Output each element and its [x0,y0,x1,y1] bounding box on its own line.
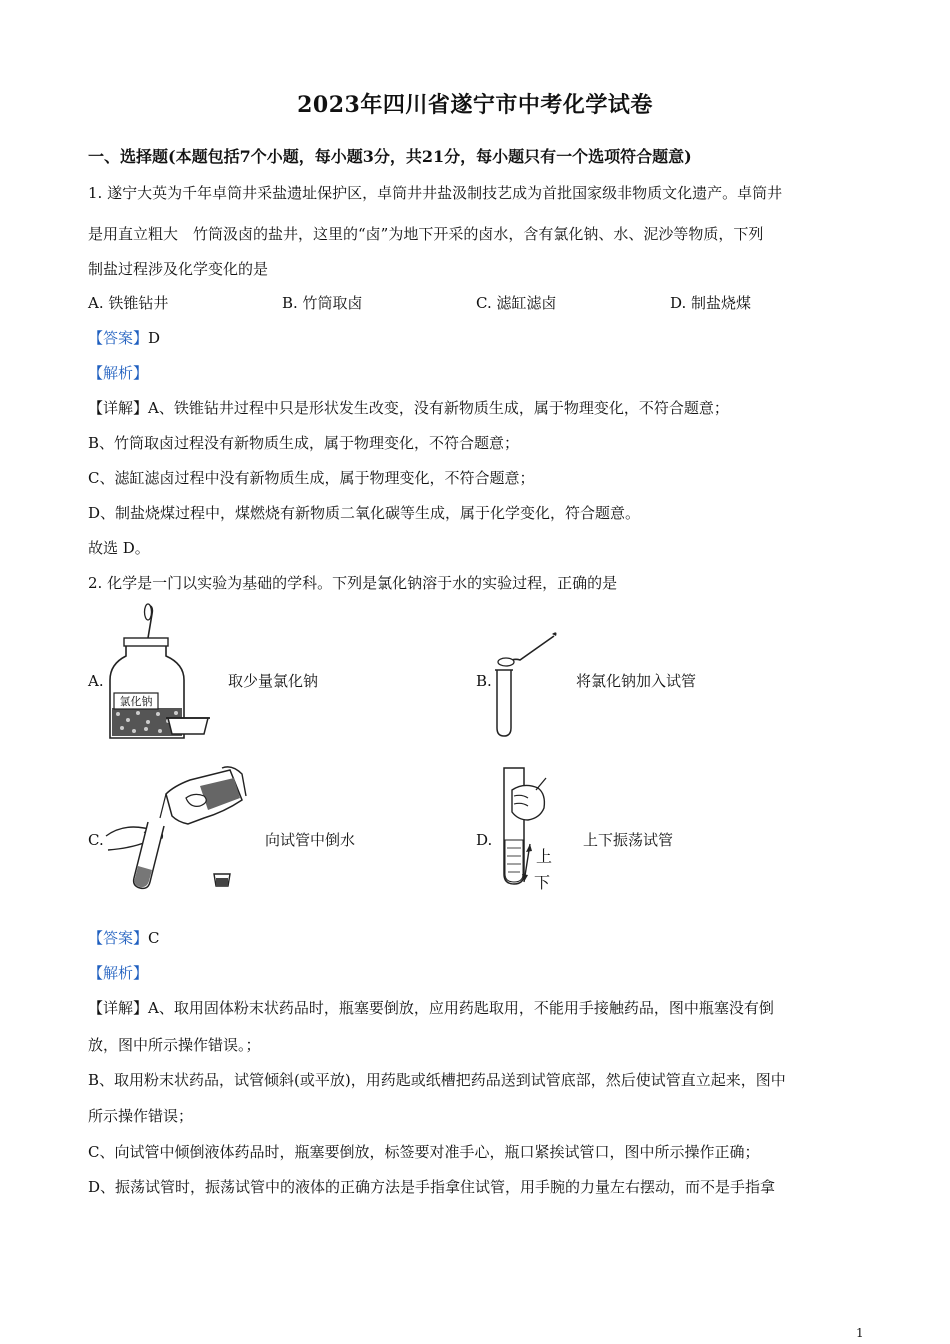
answer-label: 【答案】 [88,929,149,947]
shaking-test-tube-illustration [494,764,566,894]
detail-label: 【详解】 [88,399,149,417]
answer-value: D [148,329,161,347]
q2-detail-2b: 所示操作错误； [88,1107,194,1125]
q1-option-c: C. 滤缸滤卤 [476,294,557,312]
q2-detail-1a [88,998,868,1018]
test-tube-with-spoon-illustration [494,628,564,740]
q1-stem-line-2: 是用直立粗大 竹筒汲卤的盐井，这里的“卤”为地下开采的卤水，含有氯化钠、水、泥沙等物质，下列 [88,225,764,243]
pouring-water-illustration [104,766,249,894]
q2-detail-4: D、振荡试管时，振荡试管中的液体的正确方法是手指拿住试管，用手腕的力量左右摆动，而不是手指拿 [88,1178,776,1196]
page-number: 1 [856,1326,864,1340]
q1-detail-1 [88,398,868,418]
q1-option-d: D. 制盐烧煤 [670,294,752,312]
q1-option-a: A. 铁锥钻井 [88,294,169,312]
q1-stem-line-3: 制盐过程涉及化学变化的是 [88,260,269,278]
detail-label: 【详解】 [88,999,149,1017]
detail-text: A、取用固体粉末状药品时，瓶塞要倒放，应用药匙取用，不能用手接触药品，图中瓶塞没有倒 [148,999,774,1017]
q2-option-b-letter: B. [476,672,492,690]
q2-analysis-label: 【解析】 [88,964,149,982]
q2-option-a-letter: A. [88,672,104,690]
section-heading: 一、选择题(本题包括7个小题，每小题3分，共21分，每小题只有一个选项符合题意) [88,147,692,166]
q1-detail-4: D、制盐烧煤过程中，煤燃烧有新物质二氧化碳等生成，属于化学变化，符合题意。 [88,504,641,522]
bottle-label: 氯化钠 [119,695,153,708]
q1-answer [88,328,868,348]
q2-detail-3: C、向试管中倾倒液体药品时，瓶塞要倒放，标签要对准手心，瓶口紧挨试管口，图中所示操作正确； [88,1143,760,1161]
q2-stem: 2. 化学是一门以实验为基础的学科。下列是氯化钠溶于水的实验过程，正确的是 [88,574,618,592]
q2-option-d-letter: D. [476,831,493,849]
q1-stem-line-1: 1. 遂宁大英为千年卓筒井采盐遗址保护区，卓筒井井盐汲制技艺成为首批国家级非物质文化遗产。卓筒井 [88,184,783,202]
q1-detail-2: B、竹筒取卤过程没有新物质生成，属于物理变化，不符合题意； [88,434,520,452]
q2-answer [88,928,868,948]
reagent-bottle-illustration [104,604,214,742]
detail-text: A、铁锥钻井过程中只是形状发生改变，没有新物质生成，属于物理变化，不符合题意； [148,399,729,417]
q2-detail-1b: 放，图中所示操作错误。； [88,1036,261,1054]
q2-option-c-letter: C. [88,831,104,849]
q2-option-c-caption: 向试管中倒水 [265,831,356,849]
q2-option-d-caption: 上下振荡试管 [583,831,674,849]
answer-value: C [148,929,160,947]
answer-label: 【答案】 [88,329,149,347]
q1-conclusion: 故选 D。 [88,539,150,557]
q1-option-b: B. 竹筒取卤 [282,294,363,312]
q2-option-a-caption: 取少量氯化钠 [228,672,319,690]
q2-option-b-caption-text: 将氯化钠加入试管 [576,672,697,690]
q1-analysis-label: 【解析】 [88,364,149,382]
q2-detail-2a: B、取用粉末状药品，试管倾斜(或平放)，用药匙或纸槽把药品送到试管底部，然后使试管直立起来，图中 [88,1071,786,1089]
page-title: 2023年四川省遂宁市中考化学试卷 [297,92,653,118]
arrow-up-label: 上 [536,847,553,866]
arrow-down-label: 下 [534,873,551,892]
q1-detail-3: C、滤缸滤卤过程中没有新物质生成，属于物理变化，不符合题意； [88,469,535,487]
